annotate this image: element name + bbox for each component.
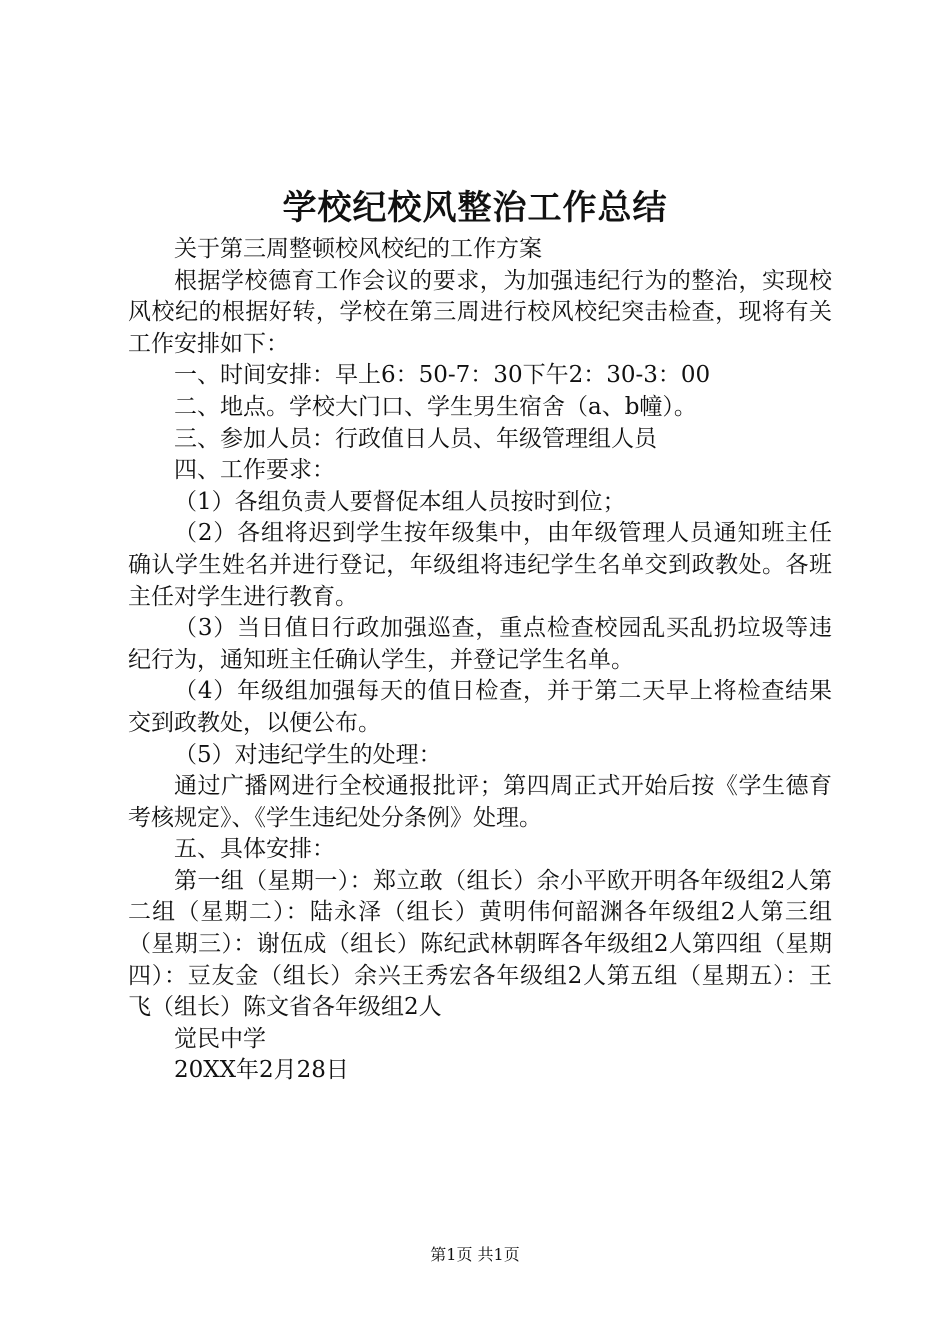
- paragraph-requirement-1: （1）各组负责人要督促本组人员按时到位；: [174, 488, 626, 515]
- paragraph-school-name: 觉民中学: [174, 1025, 266, 1052]
- paragraph-arrangement-groups: 第一组（星期一）：郑立敢（组长）余小平欧开明各年级组2人第二组（星期二）：陆永泽（组长）黄明伟何韶渊各年级组2人第三组（星期三）：谢伍成（组长）陈纪武林朝晖各年级组2人第四组（星期四）：豆友金（组长）余兴王秀宏各年级组2人第五组（星期五）：王飞（组长）陈文省各年级组2人: [128, 867, 832, 1021]
- document-title: 学校纪校风整治工作总结: [282, 188, 668, 228]
- paragraph-requirement-3: （3）当日值日行政加强巡查，重点检查校园乱买乱扔垃圾等违纪行为，通知班主任确认学生，并登记学生名单。: [128, 615, 832, 673]
- paragraph-subtitle: 关于第三周整顿校风校纪的工作方案: [174, 236, 542, 262]
- paragraph-participants: 三、参加人员：行政值日人员、年级管理组人员: [174, 425, 657, 452]
- paragraph-time: 一、时间安排：早上6：50-7：30下午2：30-3：00: [174, 362, 711, 389]
- paragraph-location: 二、地点。学校大门口、学生男生宿舍（a、b幢）。: [174, 393, 697, 420]
- paragraph-arrangement-heading: 五、具体安排：: [174, 836, 335, 863]
- paragraph-requirement-5: （5）对违纪学生的处理：: [174, 741, 442, 768]
- paragraph-intro: 根据学校德育工作会议的要求，为加强违纪行为的整治，实现校风校纪的根据好转，学校在第三周进行校风校纪突击检查，现将有关工作安排如下：: [128, 267, 832, 357]
- paragraph-requirement-2: （2）各组将迟到学生按年级集中，由年级管理人员通知班主任确认学生姓名并进行登记，年级组将违纪学生名单交到政教处。各班主任对学生进行教育。: [128, 520, 832, 610]
- paragraph-punishment: 通过广播网进行全校通报批评；第四周正式开始后按《学生德育考核规定》、《学生违纪处分条例》处理。: [128, 773, 832, 831]
- document-body: [128, 234, 832, 1087]
- paragraph-requirements-heading: 四、工作要求：: [174, 457, 335, 484]
- paragraph-requirement-4: （4）年级组加强每天的值日检查，并于第二天早上将检查结果交到政教处，以便公布。: [128, 678, 832, 736]
- paragraph-date: 20XX年2月28日: [174, 1057, 349, 1084]
- page-footer: 第1页 共1页: [430, 1245, 520, 1264]
